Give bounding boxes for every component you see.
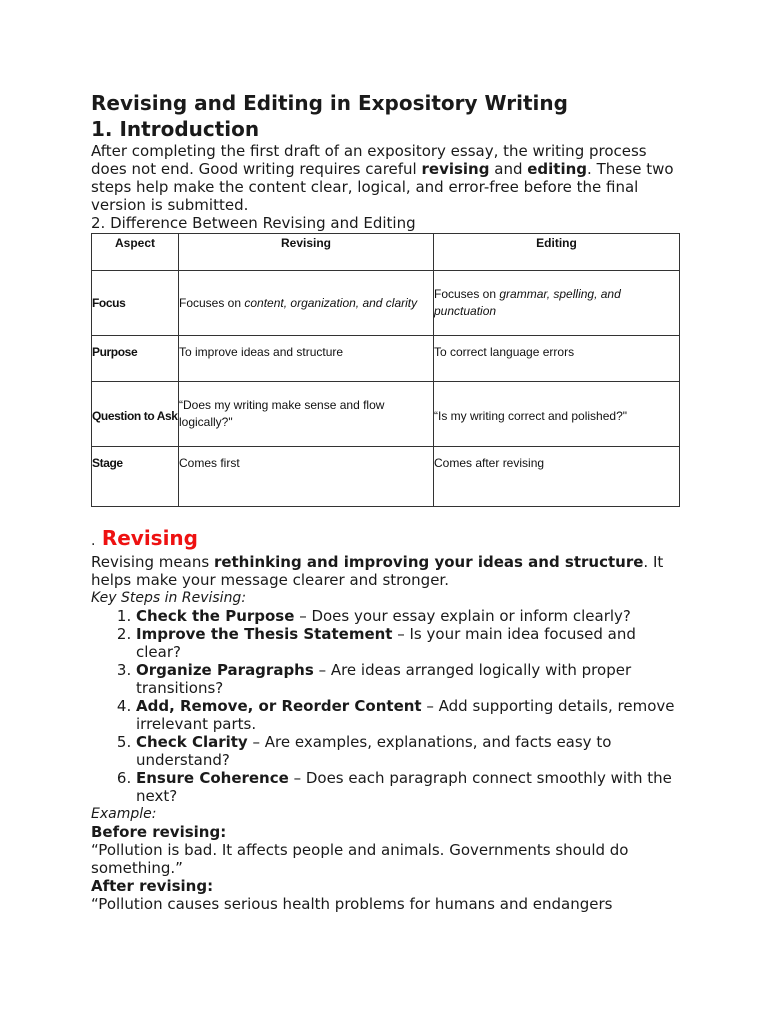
row-editing: To correct language errors [434, 336, 680, 382]
after-label: After revising: [91, 877, 214, 895]
revising-intro-bold: rethinking and improving your ideas and structure [213, 553, 644, 571]
revising-heading-text: Revising [101, 526, 198, 550]
intro-and: and [489, 160, 528, 178]
row-aspect: Focus [92, 271, 179, 336]
row-aspect: Purpose [92, 336, 179, 382]
row-revising [179, 271, 434, 336]
before-label: Before revising: [91, 823, 227, 841]
before-text: “Pollution is bad. It affects people and animals. Governments should do something.” [91, 841, 629, 877]
revising-intro [91, 553, 681, 589]
step-text: – Are ideas arranged logically with proper transitions? [136, 661, 632, 697]
header-revising: Revising [179, 234, 434, 271]
row-editing: Comes after revising [434, 447, 680, 507]
table-row [92, 447, 680, 507]
table-row [92, 382, 680, 447]
row-aspect: Stage [92, 447, 179, 507]
document-title: Revising and Editing in Expository Writing [91, 91, 568, 115]
example-label: Example: [91, 806, 157, 822]
step-text: – Add supporting details, remove irrelevant parts. [136, 697, 675, 733]
step-title: Check Clarity [136, 733, 248, 751]
heading-prefix: . [91, 533, 96, 549]
list-item [136, 607, 681, 625]
list-item [136, 661, 681, 697]
difference-table [91, 233, 680, 507]
table-row [92, 336, 680, 382]
step-title: Improve the Thesis Statement [136, 625, 393, 643]
revising-heading [91, 526, 681, 553]
step-title: Check the Purpose [136, 607, 295, 625]
intro-revising-word: revising [421, 160, 490, 178]
row-revising: Comes first [179, 447, 434, 507]
after-text: “Pollution causes serious health problems for humans and endangers [91, 895, 613, 913]
step-title: Ensure Coherence [136, 769, 289, 787]
introduction-paragraph [91, 142, 681, 214]
step-text: – Are examples, explanations, and facts easy to understand? [136, 733, 612, 769]
table-caption: 2. Difference Between Revising and Editing [91, 214, 416, 232]
step-text: – Does your essay explain or inform clearly? [294, 607, 631, 625]
row-editing: “Is my writing correct and polished?" [434, 382, 680, 447]
header-aspect: Aspect [92, 234, 179, 271]
table-header-row [92, 234, 680, 271]
revising-em: content, organization, and clarity [244, 295, 418, 310]
step-text: – Is your main idea focused and clear? [136, 625, 636, 661]
step-title: Add, Remove, or Reorder Content [136, 697, 422, 715]
list-item [136, 625, 681, 661]
step-text: – Does each paragraph connect smoothly with the next? [136, 769, 672, 805]
list-item [136, 769, 681, 805]
row-aspect: Question to Ask [92, 382, 179, 447]
revising-intro-pre: Revising means [91, 553, 214, 571]
row-revising: To improve ideas and structure [179, 336, 434, 382]
revising-intro-post: . It helps make your message clearer and stronger. [91, 553, 664, 589]
row-revising: “Does my writing make sense and flow logically?" [179, 382, 434, 447]
revising-steps-list [91, 607, 681, 805]
header-editing: Editing [434, 234, 680, 271]
intro-editing-word: editing [527, 160, 588, 178]
editing-pre: Focuses on [434, 287, 500, 301]
introduction-heading: 1. Introduction [91, 117, 260, 141]
row-editing [434, 271, 680, 336]
list-item [136, 733, 681, 769]
revising-pre: Focuses on [179, 295, 245, 310]
intro-text-1: After completing the first draft of an expository essay, the writing process does not end. Good writing requires careful [91, 142, 647, 178]
list-item [136, 697, 681, 733]
document-page [91, 90, 681, 913]
step-title: Organize Paragraphs [136, 661, 314, 679]
table-row [92, 271, 680, 336]
editing-em: grammar, spelling, and punctuation [434, 287, 621, 318]
intro-text-2: . These two steps help make the content clear, logical, and error-free before the final version is submitted. [91, 160, 674, 214]
steps-label: Key Steps in Revising: [91, 590, 247, 606]
